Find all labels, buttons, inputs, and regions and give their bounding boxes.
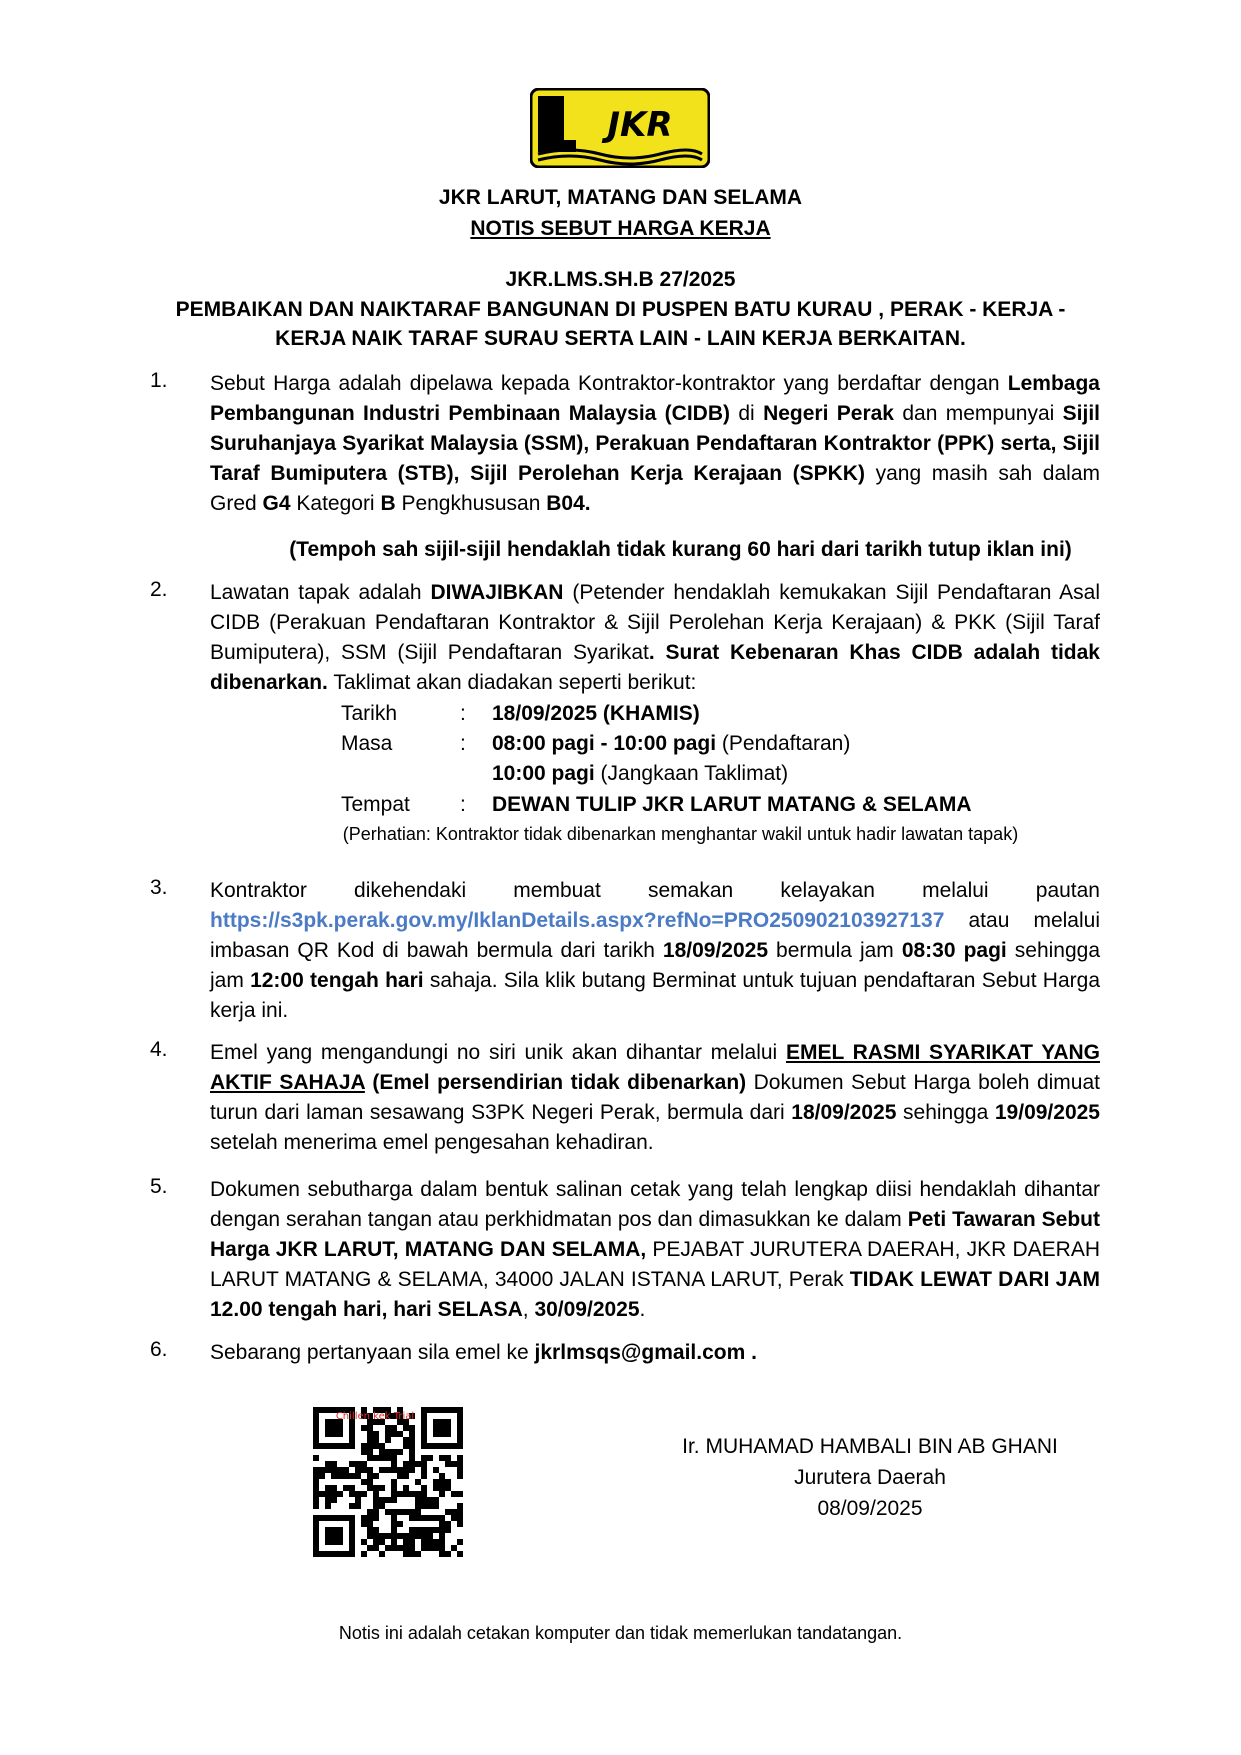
item-text: Sebut Harga adalah dipelawa kepada Kontraktor-kontraktor yang berdaftar dengan Lembaga Pembangunan Industri Pembinaan Malaysia (CIDB) di Negeri Perak dan mempunyai Sijil Suruhanjaya Syarikat Malaysia (SSM), Perakuan Pendaftaran Kontraktor (PPK) serta, Sijil Taraf Bumiputera (STB), Sijil Perolehan Kerja Kerajaan (SPKK) yang masih sah dalam Gred G4 Kategori B Pengkhususan B04.	[210, 372, 1101, 515]
colon: :	[460, 702, 466, 725]
tarikh-value: 18/09/2025 (KHAMIS)	[492, 702, 700, 725]
masa-label: Masa	[341, 732, 393, 755]
logo-text: JKR	[607, 105, 673, 145]
footer-note: Notis ini adalah cetakan komputer dan tidak memerlukan tandatangan.	[338, 1623, 903, 1643]
tempat-value: DEWAN TULIP JKR LARUT MATANG & SELAMA	[492, 793, 972, 816]
masa-value-2: 10:00 pagi (Jangkaan Taklimat)	[492, 762, 789, 785]
item-text: Emel yang mengandungi no siri unik akan dihantar melalui EMEL RASMI SYARIKAT YANG AKTIF SAHAJA (Emel persendirian tidak dibenarkan) Dokumen Sebut Harga boleh dimuat turun dari laman sesawang S3PK Negeri Perak, bermula dari 18/09/2025 sehingga 19/09/2025 setelah menerima emel pengesahan kehadiran.	[210, 1041, 1101, 1154]
item-number: 5.	[150, 1175, 168, 1198]
jkr-logo	[530, 88, 710, 168]
item-number: 4.	[150, 1038, 168, 1061]
signatory-name: Ir. MUHAMAD HAMBALI BIN AB GHANI	[682, 1435, 1058, 1458]
office-name: JKR LARUT, MATANG DAN SELAMA	[438, 186, 803, 209]
project-title-line2: KERJA NAIK TARAF SURAU SERTA LAIN - LAIN KERJA BERKAITAN.	[275, 327, 966, 350]
project-title-line1: PEMBAIKAN DAN NAIKTARAF BANGUNAN DI PUSPEN BATU KURAU , PERAK - KERJA -	[175, 298, 1066, 321]
item-number: 3.	[150, 876, 168, 899]
reference-number: JKR.LMS.SH.B 27/2025	[505, 268, 736, 291]
item-number: 6.	[150, 1338, 168, 1361]
signature-block	[620, 1431, 1120, 1524]
validity-note: (Tempoh sah sijil-sijil hendaklah tidak kurang 60 hari dari tarikh tutup iklan ini)	[289, 538, 1072, 561]
item-text: Lawatan tapak adalah DIWAJIBKAN (Petender hendaklah kemukakan Sijil Pendaftaran Asal CIDB (Perakuan Pendaftaran Kontraktor & Sijil Perolehan Kerja Kerajaan) & PKK (Sijil Taraf Bumiputera), SSM (Sijil Pendaftaran Syarikat. Surat Kebenaran Khas CIDB adalah tidak dibenarkan. Taklimat akan diadakan seperti berikut:	[210, 581, 1100, 694]
item-number: 2.	[150, 578, 168, 601]
item-text: Sebarang pertanyaan sila emel ke jkrlmsqs@gmail.com .	[210, 1341, 757, 1364]
s3pk-link[interactable]: https://s3pk.perak.gov.my/IklanDetails.aspx?refNo=PRO250902103927137	[210, 909, 945, 932]
signatory-position: Jurutera Daerah	[794, 1466, 946, 1489]
notice-title: NOTIS SEBUT HARGA KERJA	[470, 217, 771, 240]
attention-note: (Perhatian: Kontraktor tidak dibenarkan menghantar wakil untuk hadir lawatan tapak)	[342, 824, 1019, 844]
qr-trial-label: Chillen kek Trial	[335, 1411, 415, 1422]
item-text: Kontraktor dikehendaki membuat semakan kelayakan melalui pautan https://s3pk.perak.gov.my/IklanDetails.aspx?refNo=PRO250902103927137 atau melalui imbasan QR Kod di bawah bermula dari tarikh 18/09/2025 bermula jam 08:30 pagi sehingga jam 12:00 tengah hari sahaja. Sila klik butang Berminat untuk tujuan pendaftaran Sebut Harga kerja ini.	[210, 879, 1101, 1022]
signature-date: 08/09/2025	[817, 1497, 923, 1520]
tempat-label: Tempat	[341, 793, 410, 816]
item-text: Dokumen sebutharga dalam bentuk salinan cetak yang telah lengkap diisi hendaklah dihantar dengan serahan tangan atau perkhidmatan pos dan dimasukkan ke dalam Peti Tawaran Sebut Harga JKR LARUT, MATANG DAN SELAMA, PEJABAT JURUTERA DAERAH, JKR DAERAH LARUT MATANG & SELAMA, 34000 JALAN ISTANA LARUT, Perak TIDAK LEWAT DARI JAM 12.00 tengah hari, hari SELASA, 30/09/2025.	[210, 1178, 1100, 1321]
tarikh-label: Tarikh	[341, 702, 398, 725]
masa-value-1: 08:00 pagi - 10:00 pagi (Pendaftaran)	[492, 732, 851, 755]
colon: :	[460, 732, 466, 755]
qr-code[interactable]	[313, 1407, 463, 1557]
item-number: 1.	[150, 369, 168, 392]
colon: :	[460, 793, 466, 816]
